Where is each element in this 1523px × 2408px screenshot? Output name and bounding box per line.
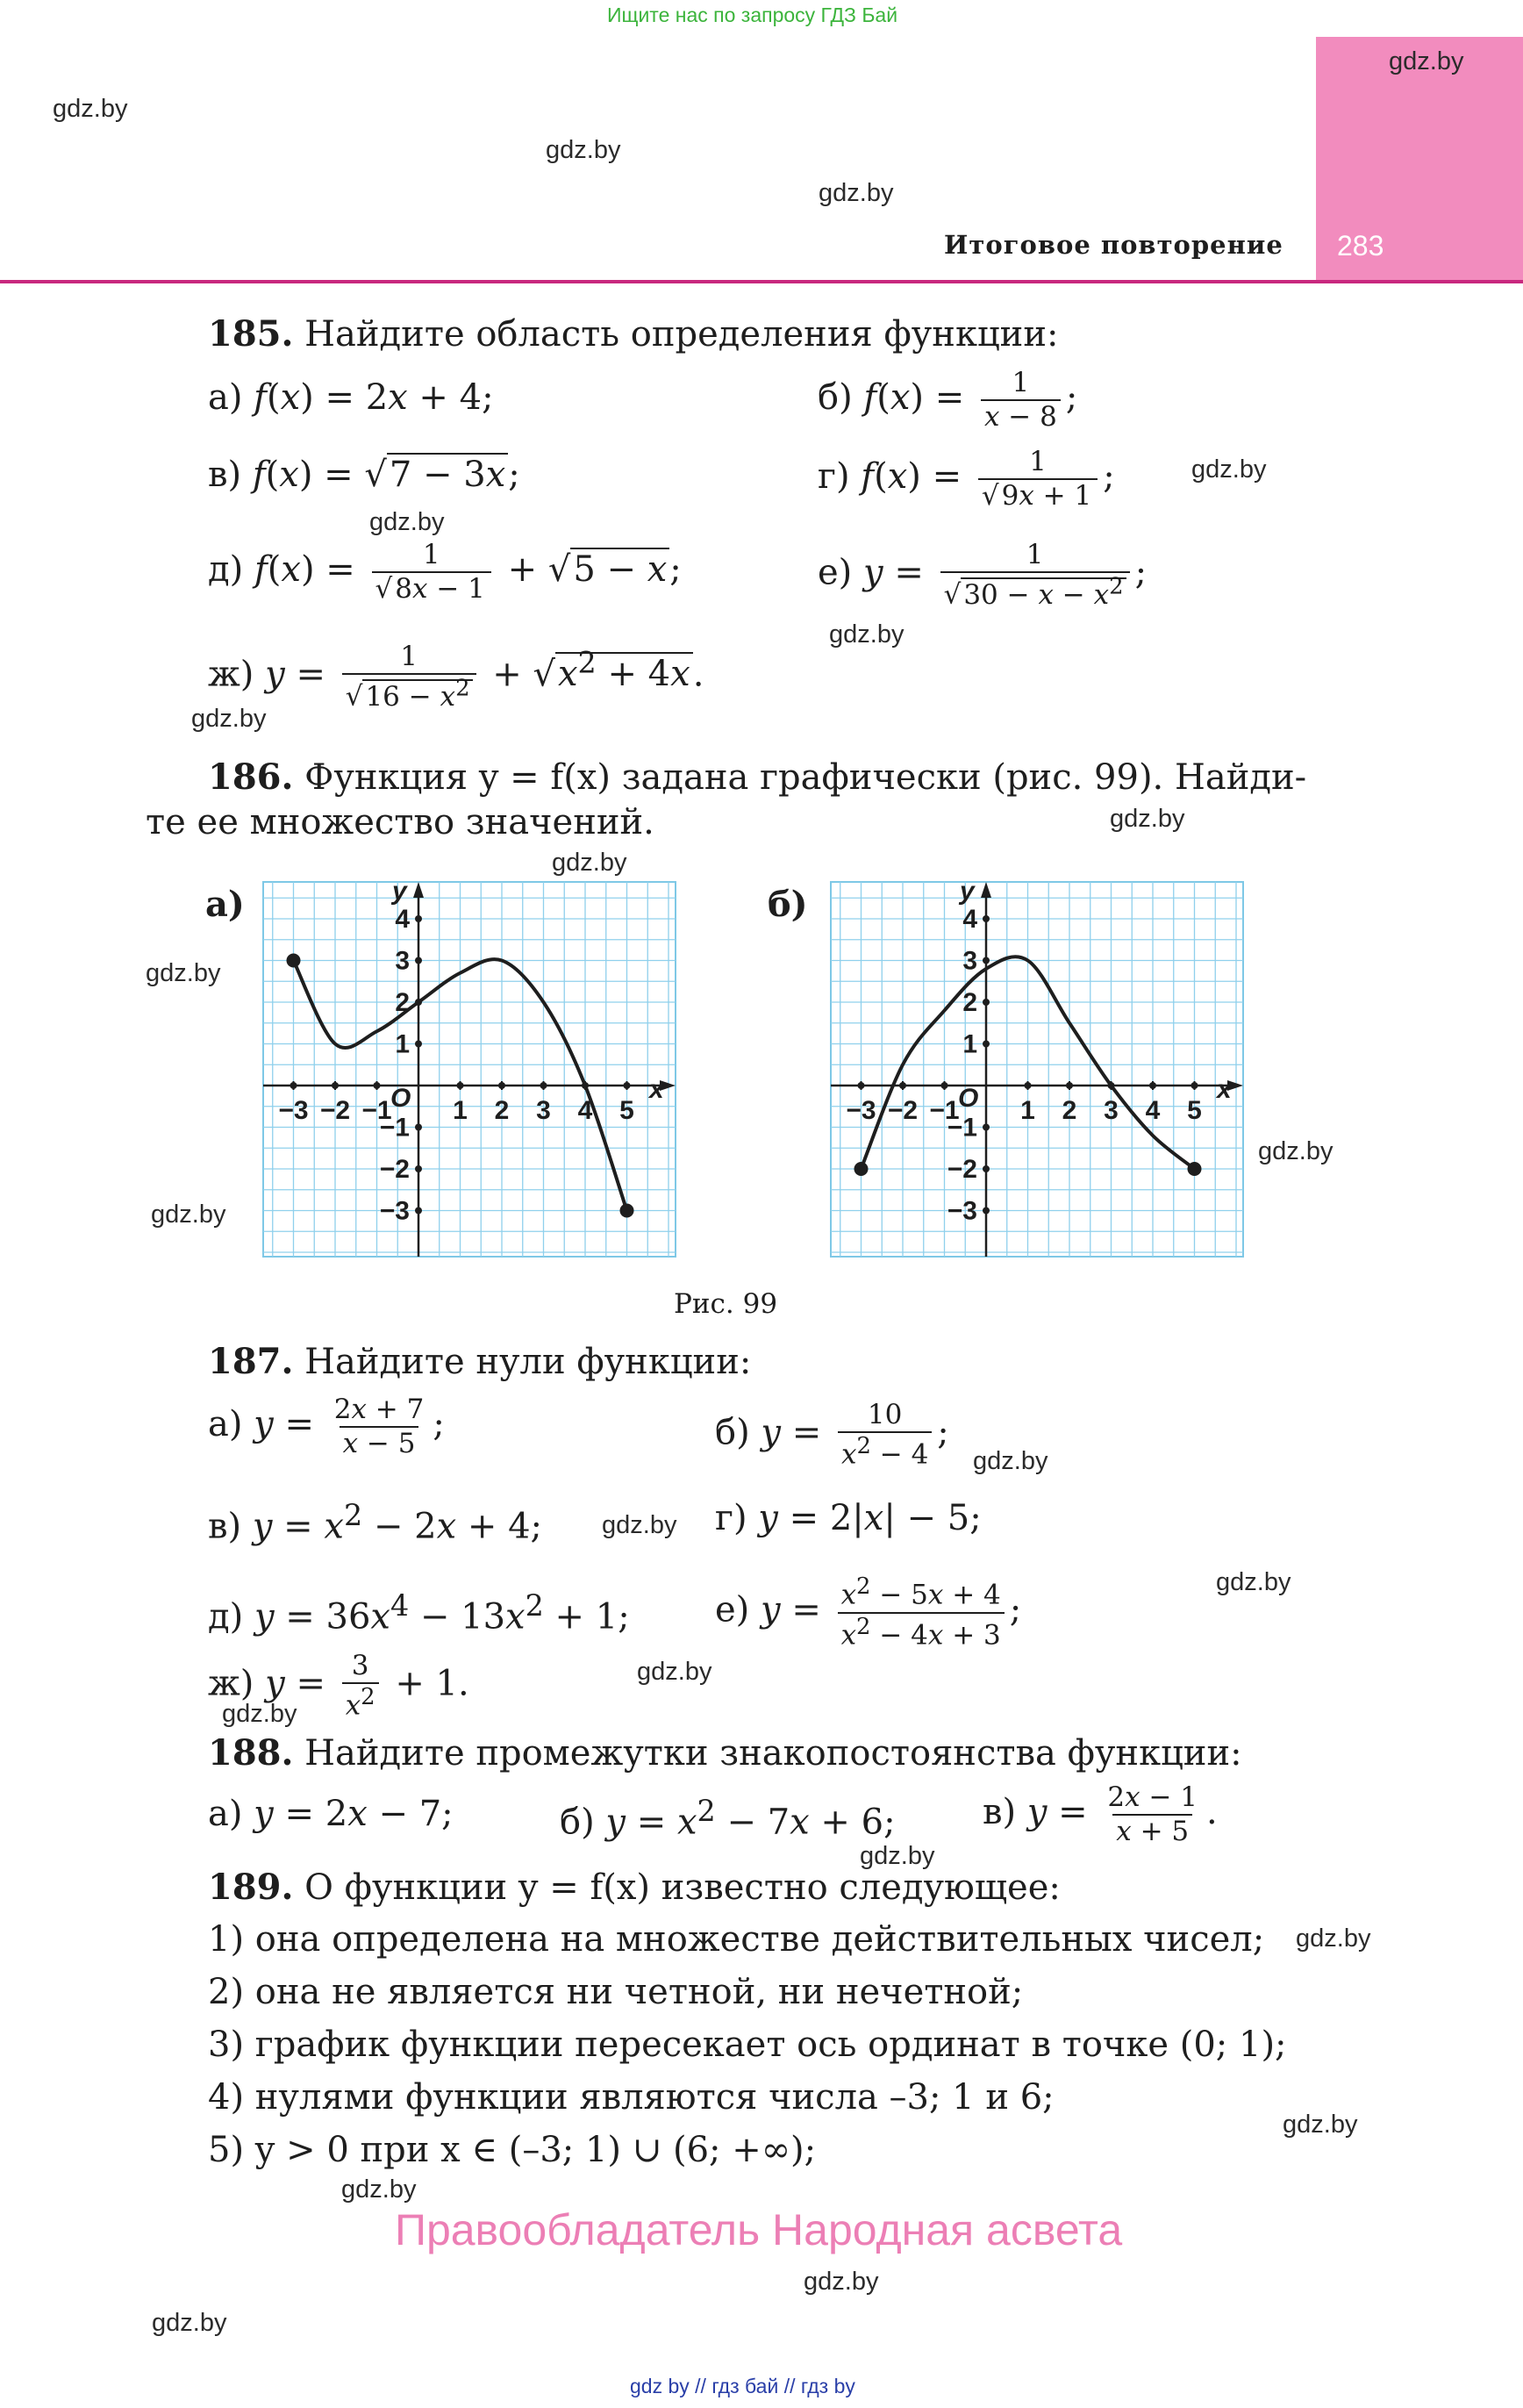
y-tick-label: −1 [379,1113,410,1143]
formula-185-g: г) f(x) = $\frac{1}{√9x + 1}$ ; [818,446,1115,512]
item-label: а) [208,377,243,418]
x-tick-dot [1025,1082,1032,1089]
list-item: 2) она не является ни четной, ни нечетной; [208,1972,1024,2012]
y-tick-dot [983,1208,990,1215]
y-tick-dot [983,1165,990,1172]
y-tick-label: 3 [962,946,977,976]
watermark: gdz.by [222,1700,297,1728]
x-tick-dot [1191,1082,1198,1089]
list-item: 5) y > 0 при x ∈ (–3; 1) ∪ (6; +∞); [208,2130,817,2170]
x-tick-dot [498,1082,505,1089]
copyright-watermark: Правообладатель Народная асвета [395,2205,1123,2254]
y-tick-label: 1 [395,1029,410,1059]
x-tick-label: −2 [887,1096,919,1125]
formula-185-a: а) f(x) = 2x + 4; [208,377,494,418]
x-tick-label: 4 [577,1096,593,1125]
formula-188-b: б) $y = x^2 - 7x + 6$; [560,1794,896,1843]
problem-number: 187. [208,1341,294,1382]
graph-a-label: а) [205,884,245,925]
watermark: gdz.by [146,959,221,987]
y-tick-label: −1 [947,1113,977,1143]
watermark: gdz.by [1110,805,1185,833]
item-label: а) [208,1794,243,1834]
y-tick-dot [415,1165,422,1172]
y-tick-label: 3 [395,946,410,976]
watermark: gdz.by [819,179,894,207]
x-tick-label: −1 [929,1096,960,1125]
y-tick-label: 4 [395,905,410,934]
watermark: gdz.by [602,1511,677,1539]
problem-number: 186. [208,756,294,798]
item-label: е) [818,552,853,593]
watermark: gdz.by [804,2268,879,2296]
problem-188-heading [208,1732,1242,1774]
x-tick-dot [1066,1082,1073,1089]
item-label: г) [715,1498,747,1538]
graph-frame [263,882,676,1257]
x-tick-label: −3 [278,1096,309,1125]
watermark: gdz.by [860,1842,935,1870]
problem-187-heading [208,1341,751,1382]
y-tick-label: −3 [947,1196,977,1226]
watermark: gdz.by [152,2309,227,2337]
y-tick-dot [983,1124,990,1131]
x-tick-dot [290,1082,297,1089]
x-tick-label: 2 [1062,1096,1077,1125]
y-axis-label: y [960,877,975,906]
x-tick-label: 2 [494,1096,510,1125]
watermark: gdz.by [552,849,627,877]
y-tick-label: −2 [379,1155,410,1184]
y-axis-label: y [392,877,407,906]
curve-endpoint [854,1162,869,1176]
origin-label: O [390,1084,411,1113]
item-label: ж) [208,1663,254,1704]
section-title: Итоговое повторение [944,230,1283,260]
x-tick-label: −1 [361,1096,392,1125]
item-label: б) [818,377,853,419]
origin-label: O [958,1084,979,1113]
watermark: gdz.by [1389,47,1464,75]
list-item: 3) график функции пересекает ось ординат в точке (0; 1); [208,2025,1287,2065]
x-tick-label: 1 [453,1096,468,1125]
x-axis-label: x [649,1075,664,1104]
problem-task: Найдите промежутки знакопостоянства функции: [304,1733,1242,1774]
x-tick-dot [374,1082,381,1089]
watermark: gdz.by [1216,1568,1291,1596]
formula-188-a: а) y = 2x − 7; [208,1794,454,1834]
problem-task: Найдите область определения функции: [304,314,1059,355]
x-tick-dot [624,1082,631,1089]
y-tick-dot [415,1041,422,1048]
watermark: gdz.by [1283,2111,1358,2139]
watermark: gdz.by [151,1200,226,1229]
formula-185-v: в) f(x) = √7 − 3x; [208,455,520,495]
y-tick-label: −3 [379,1196,410,1226]
list-item: 4) нулями функции являются числа –3; 1 и 6; [208,2077,1055,2118]
problem-185-heading [208,313,1058,355]
x-tick-dot [858,1082,865,1089]
formula-187-g: г) y = 2|x| − 5; [715,1498,982,1538]
y-tick-dot [983,957,990,964]
problem-number: 188. [208,1732,294,1774]
formula-185-b: б) f(x) = $\frac{1}{x - 8}$ ; [818,367,1078,434]
graph-frame [831,882,1243,1257]
page-number: 283 [1337,230,1384,262]
formula-187-e: е) y = $\frac{x^2 - 5x + 4}{x^2 - 4x + 3}$ ; [715,1573,1022,1651]
y-tick-dot [415,1124,422,1131]
y-tick-dot [415,957,422,964]
curve-endpoint [1188,1162,1202,1176]
graph-a [254,873,693,1277]
y-tick-dot [983,915,990,922]
formula-188-v: в) y = $\frac{2x - 1}{x + 5}$ . [983,1781,1218,1848]
watermark: gdz.by [1191,455,1267,484]
graph-b [822,873,1261,1277]
y-tick-dot [983,1041,990,1048]
formula-185-zh: ж) y = $\frac{1}{√16 - x^2}$ + $√x^2 + 4x$. [208,641,704,713]
formula-187-b: б) y = $\frac{10}{x^2 - 4}$ ; [715,1399,949,1471]
watermark: gdz.by [1296,1924,1371,1953]
x-tick-label: 5 [619,1096,634,1125]
x-tick-label: 1 [1020,1096,1035,1125]
x-tick-dot [332,1082,339,1089]
item-label: г) [818,456,850,498]
item-label: б) [560,1802,595,1843]
item-label: в) [208,455,242,495]
y-tick-dot [415,1208,422,1215]
formula-185-d: д) f(x) = $\frac{1}{√8x - 1}$ + √5 − x; [208,539,682,606]
item-label: б) [715,1412,750,1453]
item-label: в) [983,1792,1017,1833]
x-tick-dot [540,1082,547,1089]
watermark: gdz.by [973,1447,1048,1475]
watermark: gdz.by [369,508,445,536]
item-label: в) [208,1506,242,1547]
item-label: д) [208,549,244,591]
x-tick-label: 4 [1145,1096,1161,1125]
x-tick-dot [899,1082,906,1089]
watermark: gdz.by [341,2175,417,2204]
curve-endpoint [620,1204,634,1218]
problem-task: Найдите нули функции: [304,1342,752,1382]
y-tick-label: −2 [947,1155,977,1184]
watermark: gdz.by [53,95,128,123]
item-label: ж) [208,654,254,695]
y-tick-dot [983,999,990,1006]
formula-187-d: д) $y = 36x^4 - 13x^2 + 1$; [208,1588,630,1638]
x-tick-dot [941,1082,948,1089]
list-item: 1) она определена на множестве действительных чисел; [208,1919,1265,1960]
watermark: gdz.by [1258,1137,1334,1165]
formula-187-zh: ж) y = $\frac{3}{x^2}$ + 1. [208,1650,469,1722]
problem-189-heading [208,1867,1061,1908]
y-tick-label: 1 [962,1029,977,1059]
x-tick-label: 3 [536,1096,551,1125]
formula-187-a: а) y = $\frac{2x + 7}{x - 5}$ ; [208,1394,445,1460]
top-banner-link[interactable]: Ищите нас по запросу ГДЗ Бай [607,4,898,26]
problem-text: Функция y = f(x) задана графически (рис. 99). Найди- [304,757,1307,798]
y-tick-dot [415,915,422,922]
x-tick-dot [1149,1082,1156,1089]
curve-endpoint [287,954,301,968]
x-tick-label: −3 [846,1096,876,1125]
header-rule [0,280,1523,283]
figure-caption: Рис. 99 [674,1288,778,1320]
graph-b-label: б) [768,884,808,925]
watermark: gdz.by [191,705,267,733]
problem-186-line1 [208,756,1306,798]
watermark: gdz.by [829,620,905,649]
x-tick-label: 5 [1187,1096,1202,1125]
item-label: д) [208,1596,244,1638]
formula-185-e: е) y = $\frac{1}{√30 - x - x^2}$ ; [818,539,1148,611]
item-label: е) [715,1589,750,1630]
y-tick-label: 2 [962,988,977,1017]
y-tick-label: 2 [395,988,410,1017]
problem-text: О функции y = f(x) известно следующее: [304,1867,1061,1908]
item-label: а) [208,1404,243,1445]
problem-number: 189. [208,1867,294,1908]
formula-187-v: в) $y = x^2 - 2x + 4$; [208,1498,543,1547]
x-tick-dot [457,1082,464,1089]
footer-links[interactable]: gdz by // гдз бай // гдз by [630,2375,855,2397]
x-tick-label: 3 [1104,1096,1119,1125]
x-tick-label: −2 [319,1096,351,1125]
problem-186-line2: те ее множество значений. [146,802,654,842]
watermark: gdz.by [546,136,621,164]
watermark: gdz.by [637,1658,712,1686]
problem-number: 185. [208,313,294,355]
x-axis-label: x [1217,1075,1232,1104]
y-tick-label: 4 [962,905,977,934]
